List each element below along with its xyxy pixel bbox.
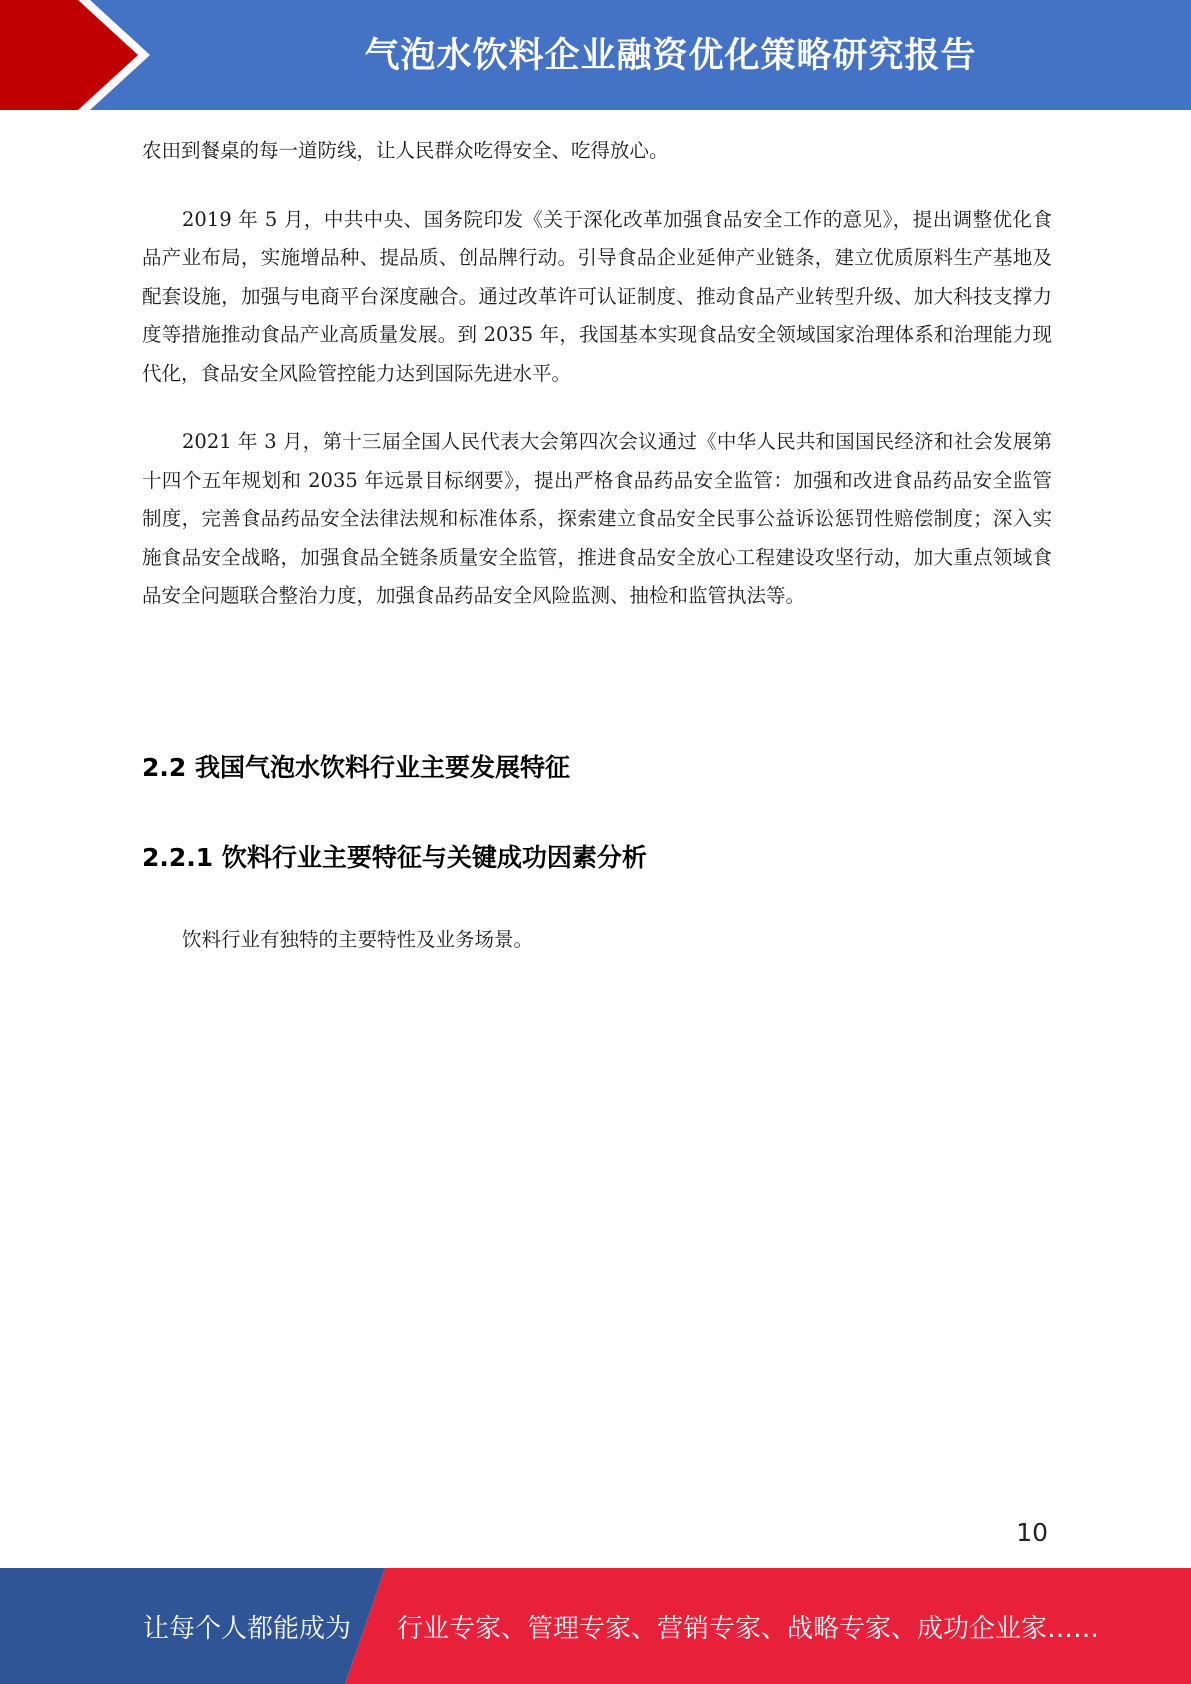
- page-header: [0, 0, 1191, 110]
- paragraph-1: 农田到餐桌的每一道防线，让人民群众吃得安全、吃得放心。: [142, 139, 669, 162]
- section-heading-2-2-1: 2.2.1 饮料行业主要特征与关键成功因素分析: [142, 843, 647, 872]
- page-number: 10: [1016, 1518, 1048, 1547]
- paragraph-4: 饮料行业有独特的主要特性及业务场景。: [182, 928, 534, 951]
- report-title: 气泡水饮料企业融资优化策略研究报告: [364, 36, 977, 76]
- body-text: [142, 132, 1052, 616]
- footer-slogan-right: 行业专家、管理专家、营销专家、战略专家、成功企业家……: [397, 1614, 1100, 1644]
- footer-slogan-left: 让每个人都能成为: [143, 1614, 352, 1644]
- paragraph-2: 2019 年 5 月，中共中央、国务院印发《关于深化改革加强食品安全工作的意见》，提出调整优化食品产业布局，实施增品种、提品质、创品牌行动。引导食品企业延伸产业链条，建立优质原料生产基地及配套设施，加强与电商平台深度融合。通过改革许可认证制度、推动食品产业转型升级、加大科技支撑力度等措施推动食品产业高质量发展。到 2035 年，我国基本实现食品安全领域国家治理体系和治理能力现代化，食品安全风险管控能力达到国际先进水平。: [142, 207, 1052, 385]
- section-heading-2-2: 2.2 我国气泡水饮料行业主要发展特征: [142, 753, 570, 782]
- page-footer: [0, 1568, 1191, 1684]
- paragraph-3: 2021 年 3 月，第十三届全国人民代表大会第四次会议通过《中华人民共和国国民经济和社会发展第十四个五年规划和 2035 年远景目标纲要》，提出严格食品药品安全监管：加强和改进食品药品安全监管制度，完善食品药品安全法律法规和标准体系，探索建立食品安全民事公益诉讼惩罚性赔偿制度；深入实施食品安全战略，加强食品全链条质量安全监管，推进食品安全放心工程建设攻坚行动，加大重点领域食品安全问题联合整治力度，加强食品药品安全风险监测、抽检和监管执法等。: [142, 430, 1052, 607]
